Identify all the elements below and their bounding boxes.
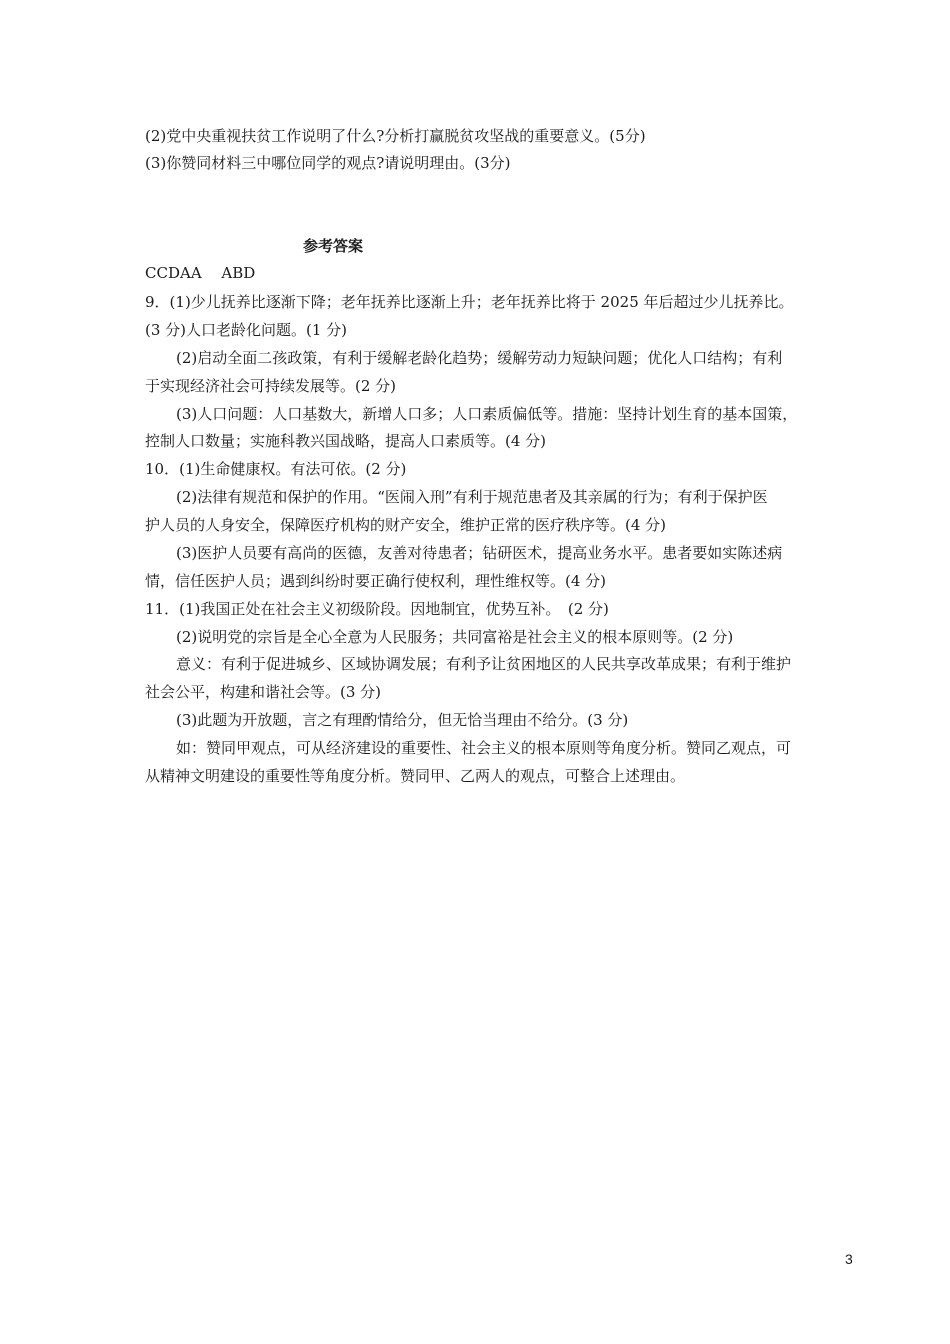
answer-11-significance-line2: 社会公平，构建和谐社会等。(3 分) xyxy=(145,683,382,701)
answer-11-significance-line1: 意义：有利于促进城乡、区域协调发展；有利予让贫困地区的人民共享改革成果；有利于维护 xyxy=(176,655,792,673)
answer-9-part1-line2: (3 分)人口老龄化问题。(1 分) xyxy=(145,321,348,339)
answer-9-part1-line1: 9．(1)少儿抚养比逐渐下降；老年抚养比逐渐上升；老年抚养比将于 2025 年后超过少儿抚养比。 xyxy=(145,293,794,311)
answer-9-part3-line1: (3)人口问题：人口基数大，新增人口多；人口素质偏低等。措施：坚持计划生育的基本国策， xyxy=(176,405,798,423)
answer-10-part3-line1: (3)医护人员要有高尚的医德，友善对待患者；钻研医术，提高业务水平。患者要如实陈述病 xyxy=(176,544,783,562)
answer-9-part2-line1: (2)启动全面二孩政策，有利于缓解老龄化趋势；缓解劳动力短缺问题；优化人口结构；有利 xyxy=(176,349,783,367)
choice-answers: CCDAA ABD xyxy=(145,264,256,282)
answer-11-part3: (3)此题为开放题，言之有理酌情给分，但无恰当理由不给分。(3 分) xyxy=(176,711,629,729)
answer-11-part1: 11．(1)我国正处在社会主义初级阶段。因地制宜，优势互补。 (2 分) xyxy=(145,600,609,618)
answer-11-example-line1: 如：赞同甲观点，可从经济建设的重要性、社会主义的根本原则等角度分析。赞同乙观点，可 xyxy=(176,739,792,757)
answer-11-part2: (2)说明党的宗旨是全心全意为人民服务；共同富裕是社会主义的根本原则等。(2 分) xyxy=(176,628,734,646)
answer-9-part2-line2: 于实现经济社会可持续发展等。(2 分) xyxy=(145,377,397,395)
answer-10-part2-line2: 护人员的人身安全，保障医疗机构的财产安全，维护正常的医疗秩序等。(4 分) xyxy=(145,516,667,534)
page-number: 3 xyxy=(845,1251,853,1267)
answers-title: 参考答案 xyxy=(303,237,364,255)
answer-10-part3-line2: 情，信任医护人员；遇到纠纷时要正确行使权利，理性维权等。(4 分) xyxy=(145,572,607,590)
answer-10-part2-line1: (2)法律有规范和保护的作用。“医闹入刑”有利于规范患者及其亲属的行为；有利于保护医 xyxy=(176,488,768,506)
answer-11-example-line2: 从精神文明建设的重要性等角度分析。赞同甲、乙两人的观点，可整合上述理由。 xyxy=(145,767,686,785)
question-3: (3)你赞同材料三中哪位同学的观点?请说明理由。(3分) xyxy=(145,154,511,172)
question-2: (2)党中央重视扶贫工作说明了什么?分析打赢脱贫攻坚战的重要意义。(5分) xyxy=(145,127,646,145)
answer-9-part3-line2: 控制人口数量；实施科教兴国战略，提高人口素质等。(4 分) xyxy=(145,432,547,450)
answer-10-part1: 10．(1)生命健康权。有法可依。(2 分) xyxy=(145,460,407,478)
